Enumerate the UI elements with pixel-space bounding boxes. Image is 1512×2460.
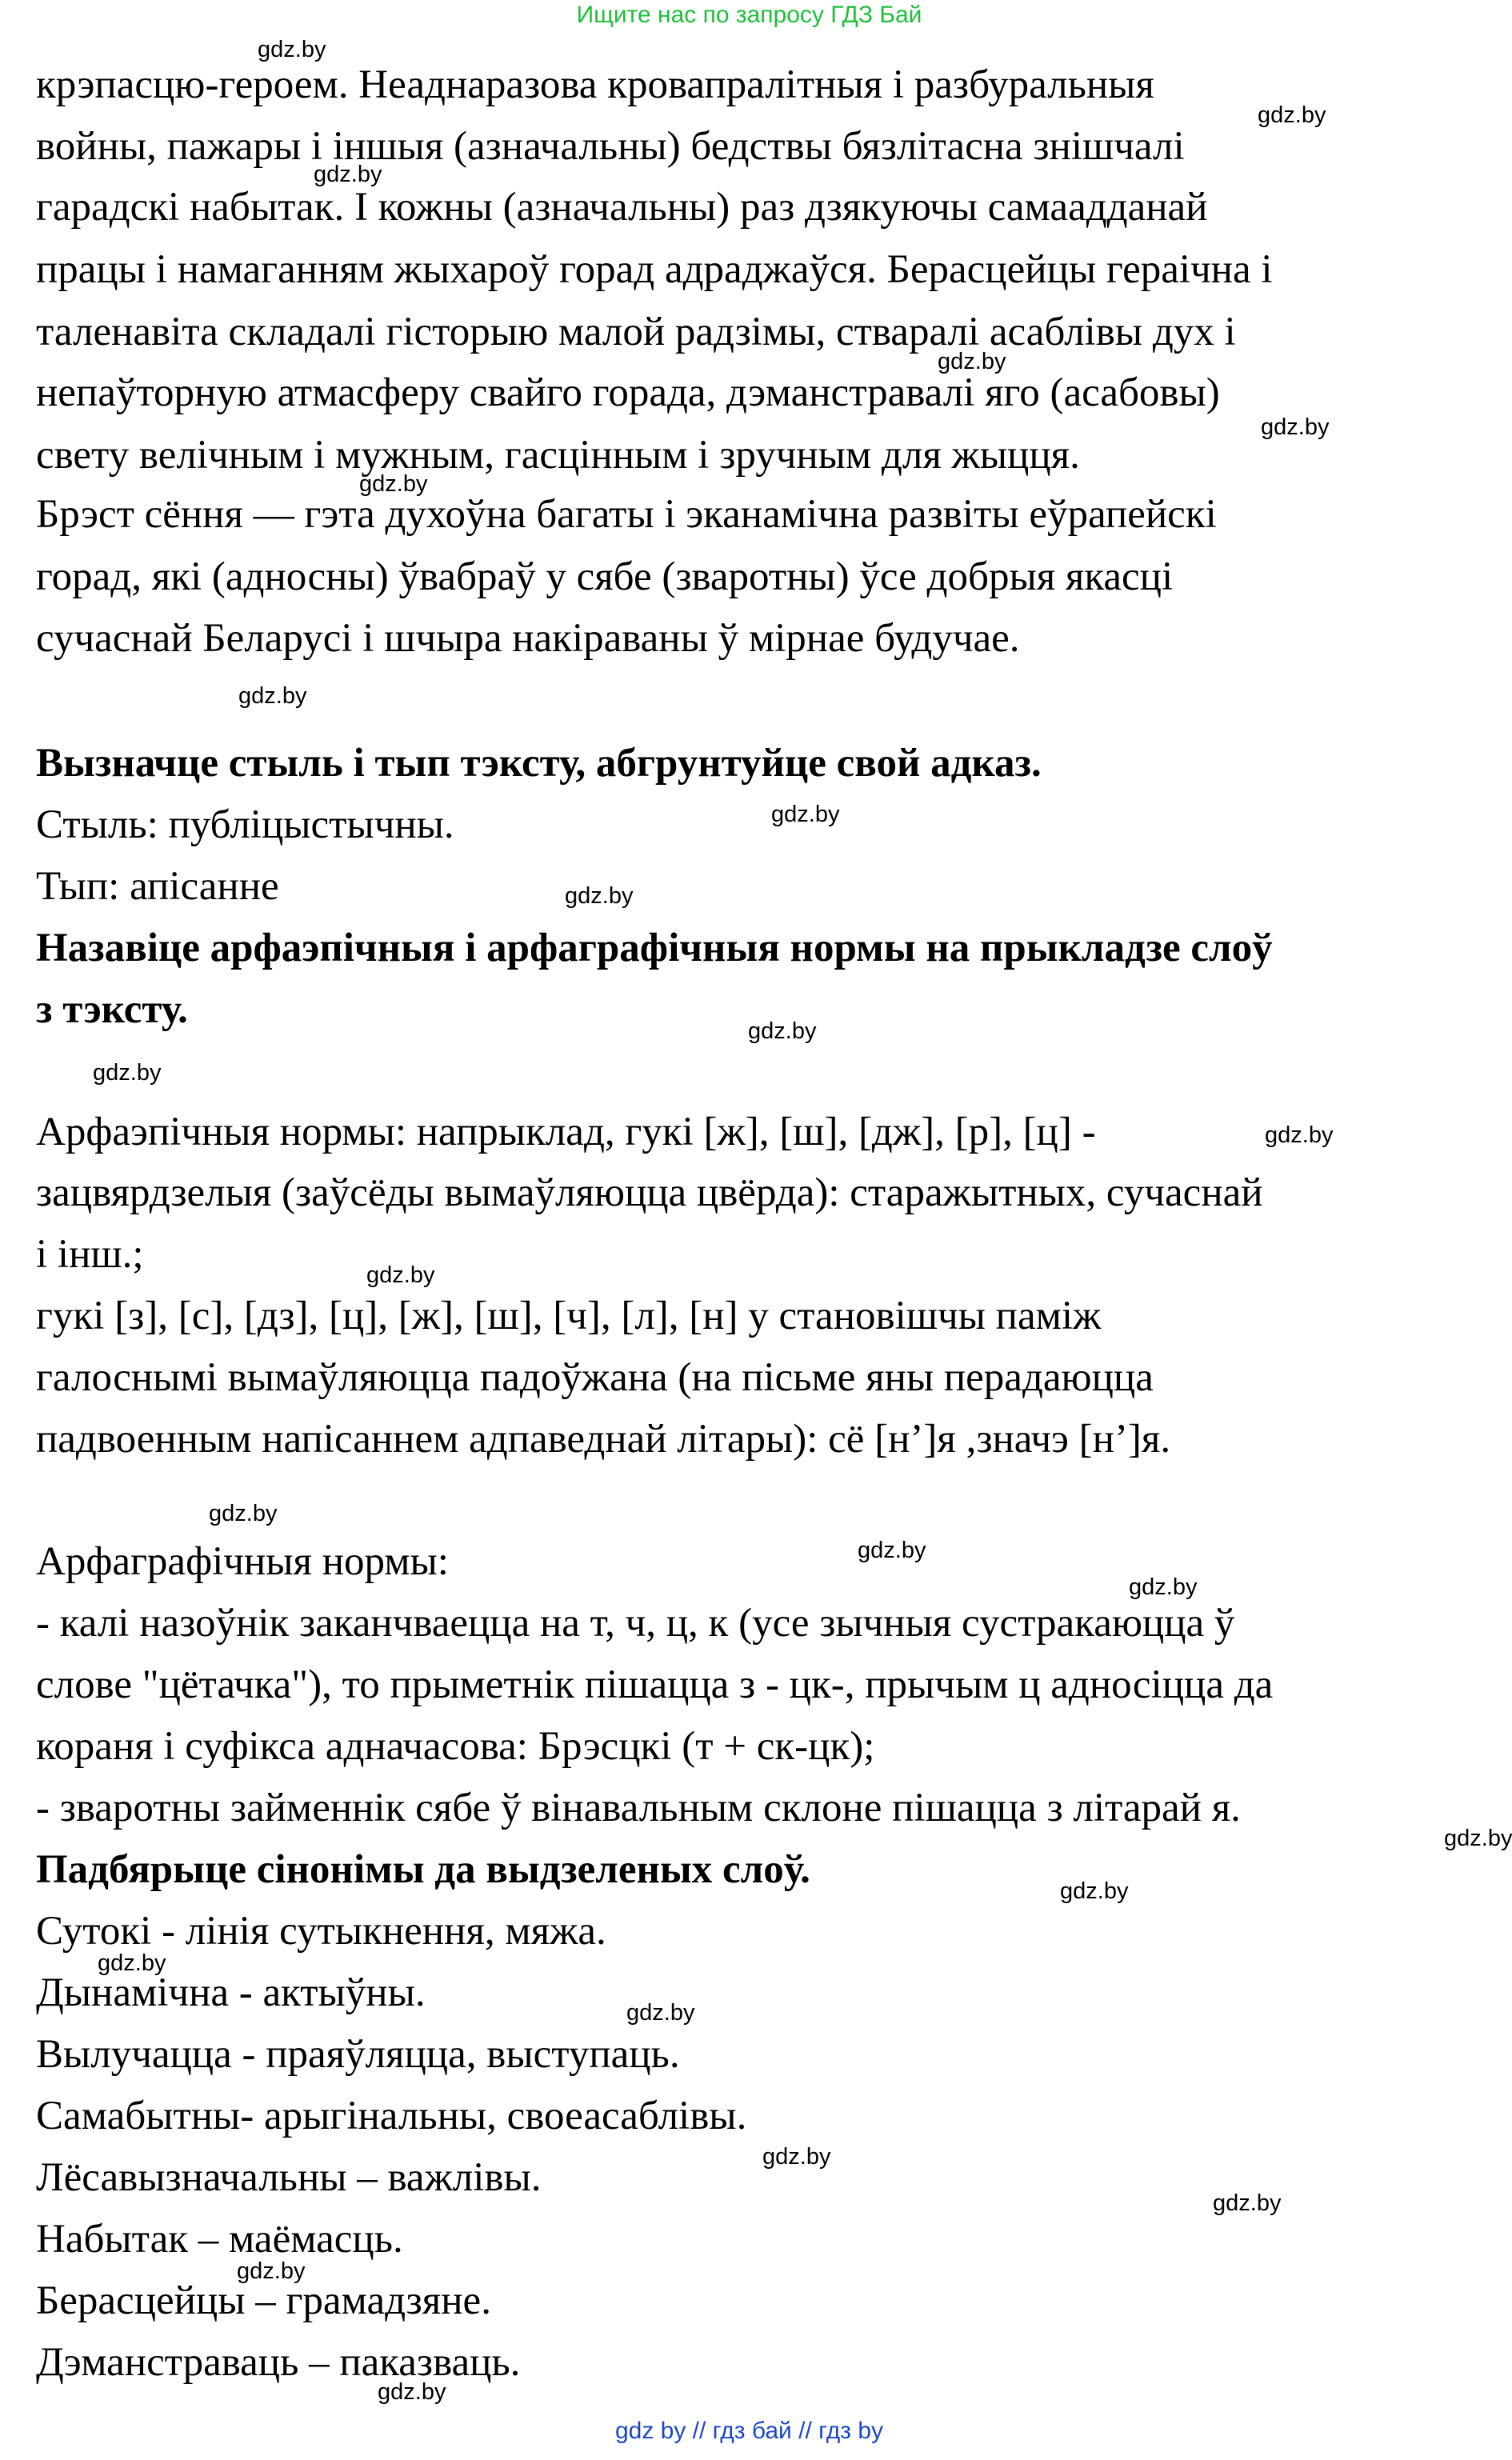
watermark: gdz.by (1261, 414, 1330, 440)
orthographic-line: слове "цётачка"), то прыметнік пішацца з - цк-, прычым ц адносіцца да (36, 1662, 1274, 1707)
watermark: gdz.by (93, 1060, 162, 1086)
text-line: Брэст сёння — гэта духоўна багаты і эканамічна развіты еўрапейскі (36, 492, 1217, 537)
watermark: gdz.by (858, 1538, 926, 1563)
watermark: gdz.by (314, 162, 382, 187)
watermark: gdz.by (626, 2000, 695, 2026)
task2-question: з тэксту. (36, 987, 188, 1032)
watermark: gdz.by (771, 802, 840, 827)
orthoepic-line: гукі [з], [с], [дз], [ц], [ж], [ш], [ч], [л], [н] у становішчы паміж (36, 1294, 1102, 1338)
text-line: працы і намаганням жыхароў горад адраджаўся. Берасцейцы гераічна і (36, 247, 1273, 292)
task1-style-answer: Стыль: публіцыстычны. (36, 802, 454, 847)
synonym-line: Вылучацца - праяўляцца, выступаць. (36, 2032, 680, 2077)
text-line: гарадскі набытак. І кожны (азначальны) раз дзякуючы самаадданай (36, 185, 1208, 230)
watermark: gdz.by (359, 471, 428, 497)
orthoepic-line: зацвярдзелыя (заўсёды вымаўляюцца цвёрда): старажытных, сучаснай (36, 1170, 1263, 1215)
watermark: gdz.by (238, 683, 307, 709)
synonym-line: Берасцейцы – грамадзяне. (36, 2278, 491, 2323)
text-line: горад, які (адносны) ўвабраў у сябе (зваротны) ўсе добрыя якасці (36, 554, 1174, 599)
text-line: крэпасцю-героем. Неаднаразова кровапралітныя і разбуральныя (36, 62, 1154, 107)
synonym-line: Набытак – маёмасць. (36, 2217, 403, 2262)
task1-type-answer: Тып: апісанне (36, 864, 279, 909)
task3-question: Падбярыце сінонімы да выдзеленых слоў. (36, 1847, 810, 1892)
orthographic-line: Арфаграфічныя нормы: (36, 1539, 449, 1584)
watermark: gdz.by (1060, 1878, 1129, 1904)
watermark: gdz.by (938, 349, 1006, 374)
watermark: gdz.by (1444, 1826, 1512, 1851)
text-line: свету велічным і мужным, гасцінным і зручным для жыцця. (36, 433, 1080, 478)
watermark: gdz.by (1265, 1122, 1334, 1148)
text-line: таленавіта складалі гісторыю малой радзімы, стваралі асаблівы дух і (36, 310, 1236, 354)
top-banner: Ищите нас по запросу ГДЗ Бай (576, 2, 922, 28)
watermark: gdz.by (1258, 102, 1326, 128)
orthographic-line: - калі назоўнік заканчваецца на т, ч, ц, к (усе зычныя сустракаюцца ў (36, 1601, 1235, 1646)
synonym-line: Лёсавызначальны – важлівы. (36, 2155, 542, 2200)
orthographic-line: кораня і суфікса адначасова: Брэсцкі (т + ск-цк); (36, 1724, 875, 1769)
watermark: gdz.by (748, 1018, 817, 1044)
watermark: gdz.by (1129, 1574, 1198, 1600)
orthoepic-line: і інш.; (36, 1232, 144, 1277)
synonym-line: Дынамічна - актыўны. (36, 1970, 426, 2015)
task1-question: Вызначце стыль і тып тэксту, абгрунтуйце свой адказ. (36, 741, 1042, 786)
watermark: gdz.by (762, 2144, 831, 2170)
watermark: gdz.by (565, 883, 634, 909)
text-line: войны, пажары і іншыя (азначальны) бедствы бязлітасна знішчалі (36, 124, 1185, 169)
synonym-line: Самабытны- арыгінальны, своеасаблівы. (36, 2094, 747, 2138)
watermark: gdz.by (1213, 2190, 1282, 2216)
synonym-line: Сутокі - лінія сутыкнення, мяжа. (36, 1909, 606, 1954)
orthoepic-line: падвоенным напісаннем адпаведнай літары): сё [н’]я ,значэ [н’]я. (36, 1417, 1171, 1462)
synonym-line: Дэманстраваць – паказваць. (36, 2340, 521, 2385)
orthoepic-line: Арфаэпічныя нормы: напрыклад, гукі [ж], [ш], [дж], [р], [ц] - (36, 1110, 1096, 1154)
orthoepic-line: галоснымі вымаўляюцца падоўжана (на пісьме яны перадаюцца (36, 1355, 1154, 1400)
watermark: gdz.by (209, 1501, 278, 1526)
text-line: сучаснай Беларусі і шчыра накіраваны ў мірнае будучае. (36, 616, 1020, 661)
text-line: непаўторную атмасферу свайго горада, дэманстравалі яго (асабовы) (36, 370, 1220, 415)
task2-question: Назавіце арфаэпічныя і арфаграфічныя нормы на прыкладзе слоў (36, 926, 1273, 970)
orthographic-line: - зваротны займеннік сябе ў вінавальным склоне пішацца з літарай я. (36, 1786, 1241, 1830)
watermark: gdz.by (237, 2258, 306, 2284)
watermark: gdz.by (98, 1950, 166, 1976)
watermark: gdz.by (378, 2379, 446, 2405)
bottom-banner: gdz by // гдз бай // гдз by (614, 2418, 884, 2444)
watermark: gdz.by (258, 37, 326, 62)
watermark: gdz.by (366, 1262, 435, 1288)
